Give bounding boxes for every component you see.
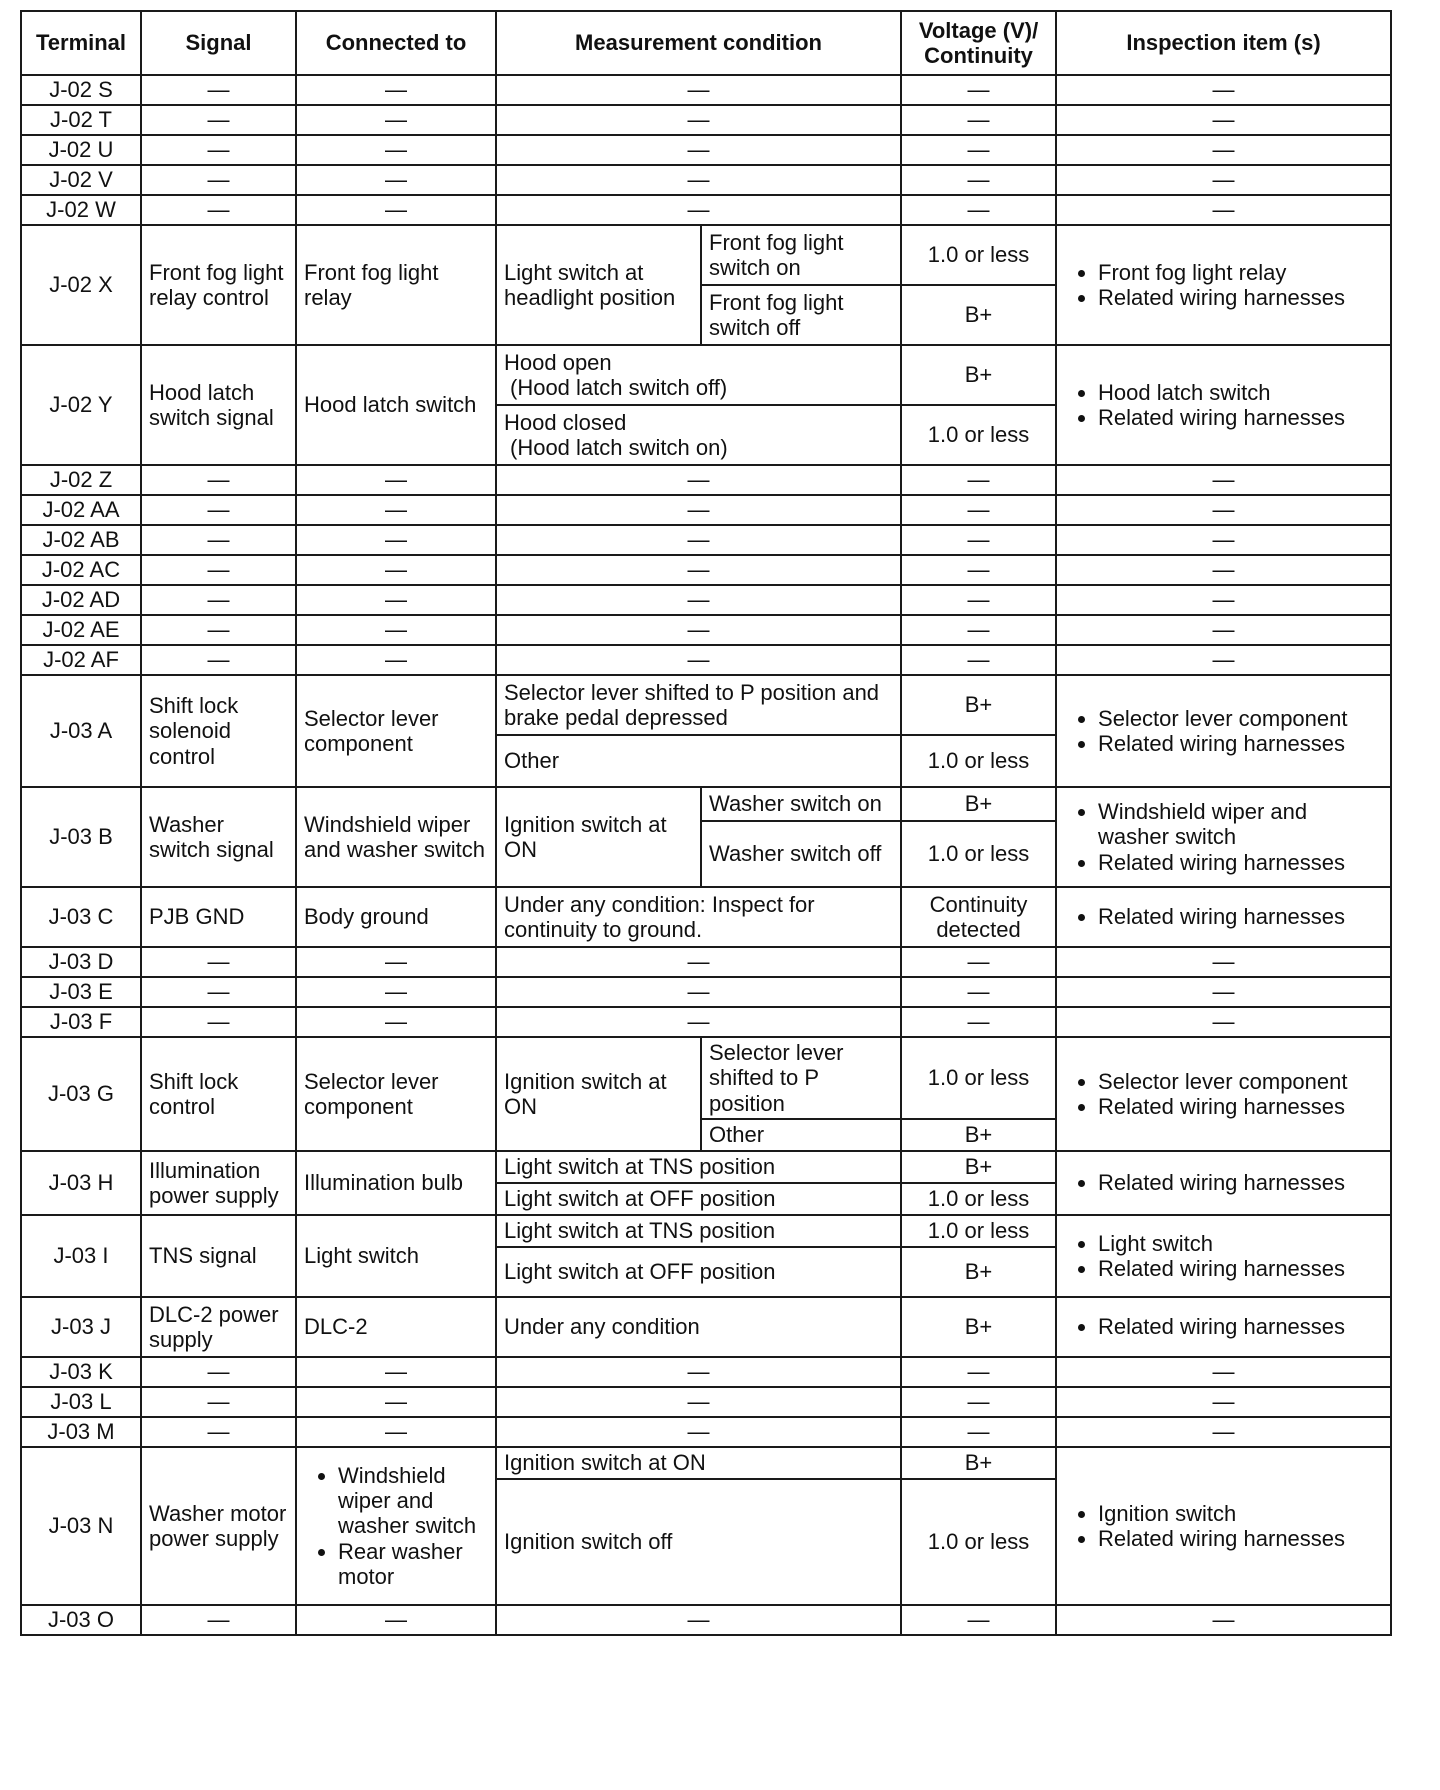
terminal-cell: J-02 V bbox=[21, 165, 141, 195]
connected-cell: Windshield wiper and washer switch bbox=[296, 787, 496, 887]
signal-cell: Hood latch switch signal bbox=[141, 345, 296, 465]
value-cell: 1.0 or less bbox=[901, 821, 1056, 887]
table-row bbox=[21, 615, 1391, 645]
connected-cell: Light switch bbox=[296, 1215, 496, 1297]
table-row bbox=[21, 525, 1391, 555]
inspection-item: • Related wiring harnesses bbox=[1098, 1526, 1383, 1551]
inspection-item: • Related wiring harnesses bbox=[1098, 1256, 1383, 1281]
value-cell: B+ bbox=[901, 345, 1056, 405]
dash-cell: — bbox=[496, 465, 901, 495]
terminal-cell: J-02 AB bbox=[21, 525, 141, 555]
terminal-cell: J-03 J bbox=[21, 1297, 141, 1357]
inspection-item: • Related wiring harnesses bbox=[1098, 1314, 1383, 1339]
dash-cell: — bbox=[901, 105, 1056, 135]
value-cell: B+ bbox=[901, 1247, 1056, 1297]
dash-cell: — bbox=[496, 525, 901, 555]
dash-cell: — bbox=[1056, 495, 1391, 525]
condition-cell: Other bbox=[496, 735, 901, 787]
inspection-cell bbox=[1056, 1151, 1391, 1215]
dash-cell: — bbox=[901, 585, 1056, 615]
dash-cell: — bbox=[901, 135, 1056, 165]
table-row bbox=[21, 1007, 1391, 1037]
dash-cell: — bbox=[141, 195, 296, 225]
signal-cell: TNS signal bbox=[141, 1215, 296, 1297]
condition-cell: Ignition switch off bbox=[496, 1479, 901, 1605]
terminal-cell: J-03 F bbox=[21, 1007, 141, 1037]
connected-cell: Selector lever component bbox=[296, 675, 496, 787]
signal-cell: Shift lock solenoid control bbox=[141, 675, 296, 787]
inspection-item: • Related wiring harnesses bbox=[1098, 904, 1383, 929]
inspection-item: • Selector lever component bbox=[1098, 1069, 1383, 1094]
value-cell: B+ bbox=[901, 1447, 1056, 1479]
signal-cell: PJB GND bbox=[141, 887, 296, 947]
dash-cell: — bbox=[296, 195, 496, 225]
table-row bbox=[21, 887, 1391, 947]
dash-cell: — bbox=[901, 1417, 1056, 1447]
inspection-cell bbox=[1056, 1447, 1391, 1605]
dash-cell: — bbox=[496, 555, 901, 585]
value-cell: 1.0 or less bbox=[901, 1479, 1056, 1605]
inspection-item: • Front fog light relay bbox=[1098, 260, 1383, 285]
dash-cell: — bbox=[1056, 947, 1391, 977]
condition-cell: Light switch at OFF position bbox=[496, 1183, 901, 1215]
sub-condition-cell: Front fog light switch on bbox=[701, 225, 901, 285]
terminal-cell: J-03 L bbox=[21, 1387, 141, 1417]
signal-cell: Illumination power supply bbox=[141, 1151, 296, 1215]
dash-cell: — bbox=[901, 1007, 1056, 1037]
value-cell: B+ bbox=[901, 1297, 1056, 1357]
terminal-cell: J-03 O bbox=[21, 1605, 141, 1635]
dash-cell: — bbox=[1056, 525, 1391, 555]
terminal-cell: J-02 AC bbox=[21, 555, 141, 585]
dash-cell: — bbox=[496, 495, 901, 525]
dash-cell: — bbox=[296, 1387, 496, 1417]
value-cell: B+ bbox=[901, 787, 1056, 821]
dash-cell: — bbox=[296, 525, 496, 555]
table-row bbox=[21, 947, 1391, 977]
connected-item: • Windshield wiper and washer switch bbox=[338, 1463, 488, 1539]
dash-cell: — bbox=[296, 465, 496, 495]
dash-cell: — bbox=[141, 585, 296, 615]
signal-cell: Washer motor power supply bbox=[141, 1447, 296, 1605]
table-row bbox=[21, 1357, 1391, 1387]
terminal-cell: J-02 AA bbox=[21, 495, 141, 525]
value-cell: 1.0 or less bbox=[901, 405, 1056, 465]
dash-cell: — bbox=[901, 495, 1056, 525]
connected-cell: Selector lever component bbox=[296, 1037, 496, 1151]
dash-cell: — bbox=[901, 1357, 1056, 1387]
terminal-cell: J-02 AD bbox=[21, 585, 141, 615]
dash-cell: — bbox=[496, 585, 901, 615]
header-row bbox=[21, 11, 1391, 75]
terminal-cell: J-03 N bbox=[21, 1447, 141, 1605]
table-row bbox=[21, 75, 1391, 105]
dash-cell: — bbox=[296, 645, 496, 675]
condition-cell: Under any condition bbox=[496, 1297, 901, 1357]
value-cell: B+ bbox=[901, 1151, 1056, 1183]
signal-cell: DLC-2 power supply bbox=[141, 1297, 296, 1357]
dash-cell: — bbox=[141, 645, 296, 675]
terminal-cell: J-02 S bbox=[21, 75, 141, 105]
table-row bbox=[21, 105, 1391, 135]
dash-cell: — bbox=[496, 615, 901, 645]
value-cell: 1.0 or less bbox=[901, 1183, 1056, 1215]
dash-cell: — bbox=[1056, 645, 1391, 675]
dash-cell: — bbox=[1056, 585, 1391, 615]
table-row bbox=[21, 977, 1391, 1007]
inspection-cell bbox=[1056, 675, 1391, 787]
inspection-item: • Related wiring harnesses bbox=[1098, 1170, 1383, 1195]
value-cell: B+ bbox=[901, 1119, 1056, 1151]
dash-cell: — bbox=[901, 977, 1056, 1007]
dash-cell: — bbox=[1056, 977, 1391, 1007]
table-row bbox=[21, 1605, 1391, 1635]
dash-cell: — bbox=[296, 165, 496, 195]
terminal-cell: J-02 U bbox=[21, 135, 141, 165]
dash-cell: — bbox=[496, 1417, 901, 1447]
dash-cell: — bbox=[496, 947, 901, 977]
dash-cell: — bbox=[141, 135, 296, 165]
table-row bbox=[21, 135, 1391, 165]
terminal-cell: J-02 T bbox=[21, 105, 141, 135]
inspection-item: • Related wiring harnesses bbox=[1098, 405, 1383, 430]
terminal-inspection-table bbox=[20, 10, 1392, 1636]
dash-cell: — bbox=[141, 1357, 296, 1387]
dash-cell: — bbox=[901, 1605, 1056, 1635]
terminal-cell: J-03 G bbox=[21, 1037, 141, 1151]
signal-cell: Front fog light relay control bbox=[141, 225, 296, 345]
connected-cell: DLC-2 bbox=[296, 1297, 496, 1357]
inspection-cell bbox=[1056, 345, 1391, 465]
value-cell: 1.0 or less bbox=[901, 735, 1056, 787]
table-row bbox=[21, 1297, 1391, 1357]
value-cell: B+ bbox=[901, 675, 1056, 735]
terminal-cell: J-03 E bbox=[21, 977, 141, 1007]
inspection-cell bbox=[1056, 787, 1391, 887]
connected-cell: Body ground bbox=[296, 887, 496, 947]
dash-cell: — bbox=[296, 977, 496, 1007]
dash-cell: — bbox=[296, 1417, 496, 1447]
dash-cell: — bbox=[141, 1605, 296, 1635]
value-cell: B+ bbox=[901, 285, 1056, 345]
dash-cell: — bbox=[141, 105, 296, 135]
dash-cell: — bbox=[1056, 615, 1391, 645]
dash-cell: — bbox=[496, 165, 901, 195]
dash-cell: — bbox=[496, 645, 901, 675]
dash-cell: — bbox=[1056, 1605, 1391, 1635]
inspection-cell bbox=[1056, 1297, 1391, 1357]
terminal-cell: J-02 Z bbox=[21, 465, 141, 495]
dash-cell: — bbox=[1056, 165, 1391, 195]
dash-cell: — bbox=[141, 1007, 296, 1037]
dash-cell: — bbox=[296, 555, 496, 585]
dash-cell: — bbox=[141, 615, 296, 645]
table-row bbox=[21, 1417, 1391, 1447]
condition-cell: Ignition switch at ON bbox=[496, 1447, 901, 1479]
dash-cell: — bbox=[1056, 1417, 1391, 1447]
connected-cell: Hood latch switch bbox=[296, 345, 496, 465]
inspection-cell bbox=[1056, 1037, 1391, 1151]
terminal-cell: J-02 W bbox=[21, 195, 141, 225]
dash-cell: — bbox=[901, 525, 1056, 555]
dash-cell: — bbox=[496, 1357, 901, 1387]
header-connected-to: Connected to bbox=[296, 11, 496, 75]
table-row bbox=[21, 1447, 1391, 1479]
inspection-cell bbox=[1056, 887, 1391, 947]
dash-cell: — bbox=[296, 135, 496, 165]
dash-cell: — bbox=[901, 465, 1056, 495]
table-row bbox=[21, 1215, 1391, 1247]
dash-cell: — bbox=[1056, 135, 1391, 165]
header-measurement-condition: Measurement condition bbox=[496, 11, 901, 75]
condition-cell bbox=[496, 345, 901, 405]
dash-cell: — bbox=[901, 75, 1056, 105]
signal-cell: Washer switch signal bbox=[141, 787, 296, 887]
connected-cell: Illumination bulb bbox=[296, 1151, 496, 1215]
header-signal: Signal bbox=[141, 11, 296, 75]
condition-line: Hood closed bbox=[504, 409, 627, 435]
header-terminal: Terminal bbox=[21, 11, 141, 75]
connected-item: • Rear washer motor bbox=[338, 1539, 488, 1590]
condition-line: (Hood latch switch off) bbox=[510, 375, 728, 400]
table-row bbox=[21, 465, 1391, 495]
dash-cell: — bbox=[901, 555, 1056, 585]
dash-cell: — bbox=[901, 1387, 1056, 1417]
dash-cell: — bbox=[141, 165, 296, 195]
dash-cell: — bbox=[496, 75, 901, 105]
inspection-item: • Related wiring harnesses bbox=[1098, 850, 1383, 875]
terminal-cell: J-03 D bbox=[21, 947, 141, 977]
dash-cell: — bbox=[1056, 1387, 1391, 1417]
value-cell: 1.0 or less bbox=[901, 225, 1056, 285]
dash-cell: — bbox=[496, 135, 901, 165]
condition-cell: Light switch at TNS position bbox=[496, 1151, 901, 1183]
dash-cell: — bbox=[141, 465, 296, 495]
condition-cell: Light switch at TNS position bbox=[496, 1215, 901, 1247]
dash-cell: — bbox=[296, 615, 496, 645]
table-row bbox=[21, 585, 1391, 615]
connected-cell: Front fog light relay bbox=[296, 225, 496, 345]
dash-cell: — bbox=[496, 195, 901, 225]
sub-condition-cell: Washer switch on bbox=[701, 787, 901, 821]
inspection-item: • Related wiring harnesses bbox=[1098, 731, 1383, 756]
terminal-cell: J-02 AF bbox=[21, 645, 141, 675]
table-row bbox=[21, 675, 1391, 735]
dash-cell: — bbox=[296, 1605, 496, 1635]
dash-cell: — bbox=[901, 645, 1056, 675]
connected-cell bbox=[296, 1447, 496, 1605]
sub-condition-cell: Selector lever shifted to P position bbox=[701, 1037, 901, 1119]
dash-cell: — bbox=[296, 585, 496, 615]
sub-condition-cell: Other bbox=[701, 1119, 901, 1151]
terminal-cell: J-03 C bbox=[21, 887, 141, 947]
dash-cell: — bbox=[496, 1387, 901, 1417]
dash-cell: — bbox=[141, 555, 296, 585]
inspection-cell bbox=[1056, 1215, 1391, 1297]
inspection-item: • Related wiring harnesses bbox=[1098, 1094, 1383, 1119]
inspection-item: • Related wiring harnesses bbox=[1098, 285, 1383, 310]
dash-cell: — bbox=[1056, 1007, 1391, 1037]
dash-cell: — bbox=[141, 75, 296, 105]
dash-cell: — bbox=[141, 947, 296, 977]
dash-cell: — bbox=[296, 495, 496, 525]
table-row bbox=[21, 645, 1391, 675]
table-row bbox=[21, 1037, 1391, 1119]
dash-cell: — bbox=[1056, 75, 1391, 105]
dash-cell: — bbox=[496, 105, 901, 135]
dash-cell: — bbox=[141, 1417, 296, 1447]
dash-cell: — bbox=[1056, 465, 1391, 495]
inspection-item: • Hood latch switch bbox=[1098, 380, 1383, 405]
condition-line: (Hood latch switch on) bbox=[510, 435, 728, 460]
value-cell: Continuity detected bbox=[901, 887, 1056, 947]
table-row bbox=[21, 225, 1391, 285]
header-voltage-continuity: Voltage (V)/ Continuity bbox=[901, 11, 1056, 75]
dash-cell: — bbox=[496, 1605, 901, 1635]
sub-condition-cell: Front fog light switch off bbox=[701, 285, 901, 345]
header-inspection-items: Inspection item (s) bbox=[1056, 11, 1391, 75]
dash-cell: — bbox=[901, 947, 1056, 977]
condition-cell: Light switch at headlight position bbox=[496, 225, 701, 345]
terminal-cell: J-02 AE bbox=[21, 615, 141, 645]
condition-cell bbox=[496, 405, 901, 465]
dash-cell: — bbox=[1056, 195, 1391, 225]
value-cell: 1.0 or less bbox=[901, 1037, 1056, 1119]
dash-cell: — bbox=[1056, 555, 1391, 585]
inspection-item: • Ignition switch bbox=[1098, 1501, 1383, 1526]
condition-cell: Selector lever shifted to P position and brake pedal depressed bbox=[496, 675, 901, 735]
table-row bbox=[21, 555, 1391, 585]
table-row bbox=[21, 165, 1391, 195]
condition-line: Hood open bbox=[504, 349, 612, 375]
signal-cell: Shift lock control bbox=[141, 1037, 296, 1151]
terminal-cell: J-03 H bbox=[21, 1151, 141, 1215]
inspection-item: • Windshield wiper and washer switch bbox=[1098, 799, 1383, 850]
dash-cell: — bbox=[141, 977, 296, 1007]
dash-cell: — bbox=[296, 1357, 496, 1387]
value-cell: 1.0 or less bbox=[901, 1215, 1056, 1247]
table-row bbox=[21, 345, 1391, 405]
condition-cell: Ignition switch at ON bbox=[496, 787, 701, 887]
table-row bbox=[21, 195, 1391, 225]
dash-cell: — bbox=[141, 495, 296, 525]
inspection-item: • Light switch bbox=[1098, 1231, 1383, 1256]
dash-cell: — bbox=[496, 1007, 901, 1037]
inspection-item: • Selector lever component bbox=[1098, 706, 1383, 731]
table-row bbox=[21, 1387, 1391, 1417]
dash-cell: — bbox=[901, 195, 1056, 225]
table-row bbox=[21, 787, 1391, 821]
sub-condition-cell: Washer switch off bbox=[701, 821, 901, 887]
dash-cell: — bbox=[296, 947, 496, 977]
condition-cell: Under any condition: Inspect for continuity to ground. bbox=[496, 887, 901, 947]
terminal-cell: J-03 I bbox=[21, 1215, 141, 1297]
dash-cell: — bbox=[1056, 1357, 1391, 1387]
dash-cell: — bbox=[1056, 105, 1391, 135]
inspection-cell bbox=[1056, 225, 1391, 345]
terminal-table-page bbox=[20, 10, 1390, 1636]
table-row bbox=[21, 495, 1391, 525]
condition-cell: Ignition switch at ON bbox=[496, 1037, 701, 1151]
dash-cell: — bbox=[141, 525, 296, 555]
dash-cell: — bbox=[901, 165, 1056, 195]
terminal-cell: J-02 Y bbox=[21, 345, 141, 465]
terminal-cell: J-03 A bbox=[21, 675, 141, 787]
dash-cell: — bbox=[141, 1387, 296, 1417]
dash-cell: — bbox=[296, 1007, 496, 1037]
dash-cell: — bbox=[901, 615, 1056, 645]
terminal-cell: J-02 X bbox=[21, 225, 141, 345]
dash-cell: — bbox=[296, 105, 496, 135]
terminal-cell: J-03 K bbox=[21, 1357, 141, 1387]
dash-cell: — bbox=[296, 75, 496, 105]
condition-cell: Light switch at OFF position bbox=[496, 1247, 901, 1297]
dash-cell: — bbox=[496, 977, 901, 1007]
terminal-cell: J-03 M bbox=[21, 1417, 141, 1447]
terminal-cell: J-03 B bbox=[21, 787, 141, 887]
table-row bbox=[21, 1151, 1391, 1183]
